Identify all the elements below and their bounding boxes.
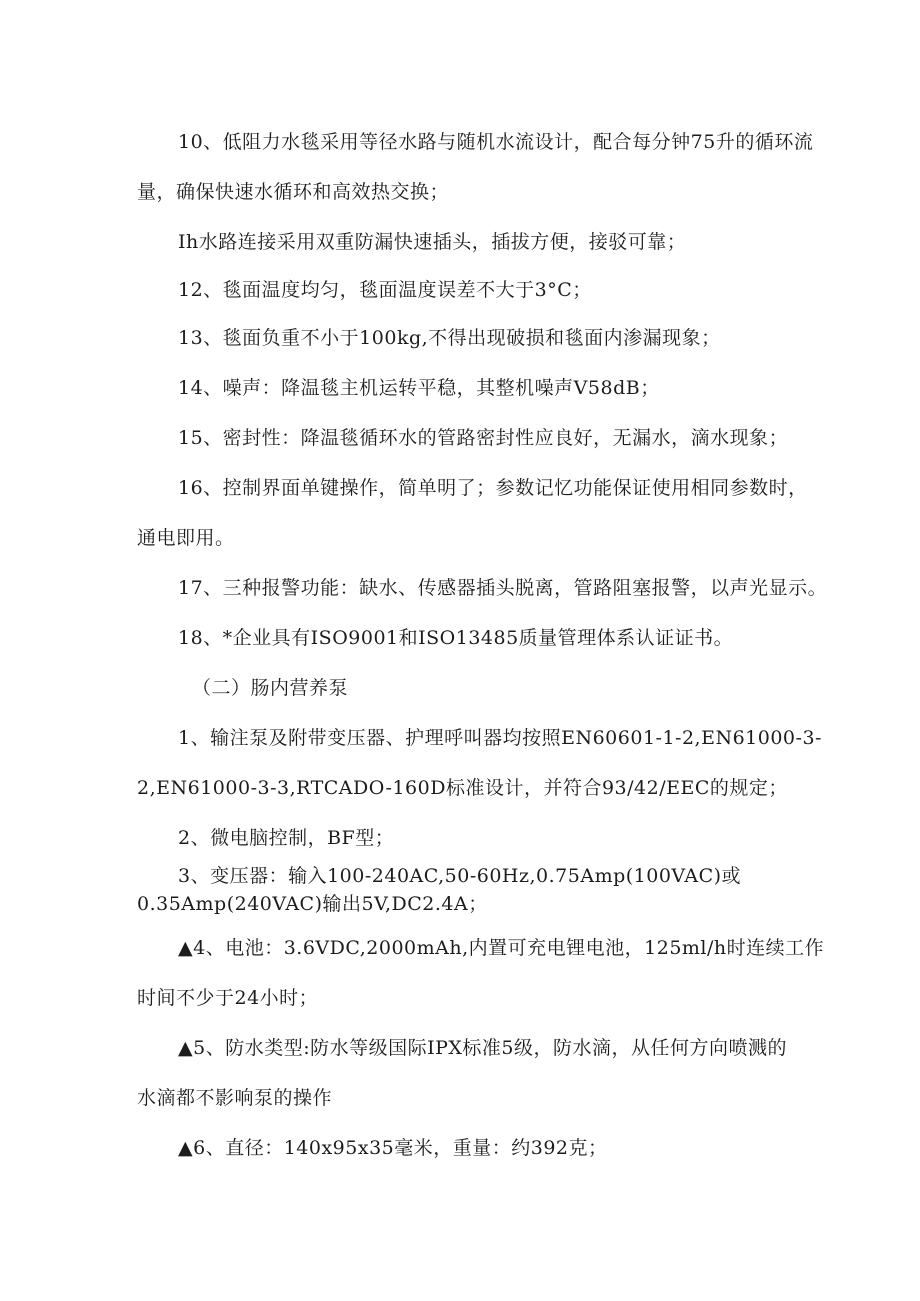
text-line: 2、微电脑控制，BF型； (178, 827, 395, 849)
text-line: 13、毯面负重不小于100kg,不得出现破损和毯面内渗漏现象； (178, 327, 721, 349)
text-line: 10、低阻力水毯采用等径水路与随机水流设计，配合每分钟75升的循环流 (178, 131, 814, 153)
text-line: 量，确保快速水循环和高效热交换； (137, 181, 450, 203)
text-line: 2,EN61000-3-3,RTCADO-160D标准设计，并符合93/42/EEC的规定； (137, 777, 788, 799)
text-line: 15、密封性：降温毯循环水的管路密封性应良好，无漏水，滴水现象； (178, 427, 789, 449)
text-line: 时间不少于24小时； (137, 987, 319, 1009)
text-line: 1、输注泵及附带变压器、护理呼叫器均按照EN60601-1-2,EN61000-3- (178, 727, 822, 749)
text-line: ▲6、直径：140x95x35毫米，重量：约392克； (178, 1137, 608, 1159)
text-line: 14、噪声：降温毯主机运转平稳，其整机噪声V58dB； (178, 377, 660, 399)
text-line: 12、毯面温度均匀，毯面温度误差不大于3°C； (178, 279, 592, 301)
section-heading: （二）肠内营养泵 (192, 677, 349, 699)
text-line: 通电即用。 (137, 527, 235, 549)
text-line: ▲5、防水类型:防水等级国际IPX标准5级，防水滴，从任何方向喷溅的 (178, 1037, 788, 1059)
text-line: 3、变压器：输入100-240AC,50-60Hz,0.75Amp(100VAC)或 (178, 865, 742, 887)
text-line: 18、*企业具有ISO9001和ISO13485质量管理体系认证证书。 (178, 627, 734, 649)
text-line: ▲4、电池：3.6VDC,2000mAh,内置可充电锂电池，125ml/h时连续工作 (178, 937, 825, 959)
text-line: Ih水路连接采用双重防漏快速插头，插拔方便，接驳可靠； (178, 231, 687, 253)
text-line: 0.35Amp(240VAC)输出5V,DC2.4A； (137, 893, 488, 915)
text-line: 17、三种报警功能：缺水、传感器插头脱离，管路阻塞报警，以声光显示。 (178, 577, 828, 599)
text-line: 16、控制界面单键操作，简单明了；参数记忆功能保证使用相同参数时， (178, 477, 808, 499)
text-line: 水滴都不影响泵的操作 (137, 1087, 333, 1109)
